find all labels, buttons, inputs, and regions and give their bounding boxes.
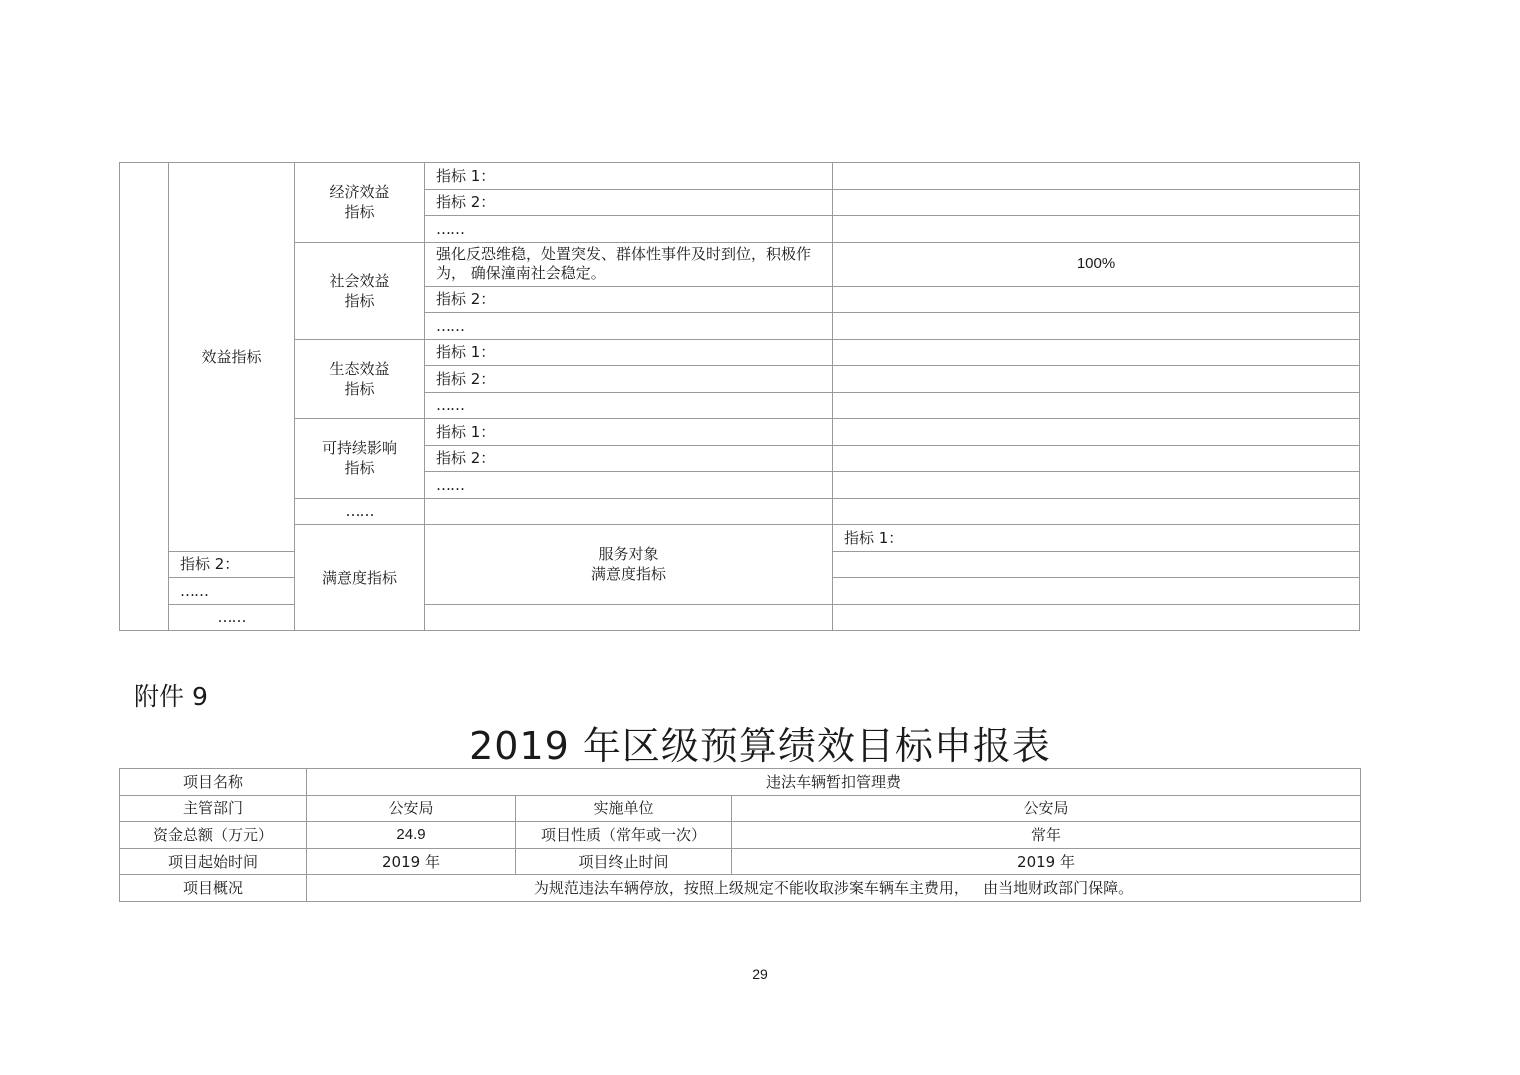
ecological-indicator-1: 指标 1：: [425, 339, 833, 366]
ecological-indicator-2: 指标 2：: [425, 366, 833, 393]
impl-unit-value: 公安局: [732, 795, 1361, 822]
satisfaction-indicator-1: 指标 1：: [833, 525, 1360, 552]
satisfaction-subcategory-more: ……: [169, 604, 295, 631]
value-cell: [833, 551, 1360, 578]
social-indicator-1-value: 100%: [833, 242, 1360, 286]
economic-benefit-label: 经济效益 指标: [295, 163, 425, 243]
value-cell: [833, 419, 1360, 446]
social-benefit-label: 社会效益 指标: [295, 242, 425, 339]
dept-label: 主管部门: [120, 795, 307, 822]
service-satisfaction-label: 服务对象 满意度指标: [425, 525, 833, 605]
value-cell: [833, 604, 1360, 631]
satisfaction-indicator-2: 指标 2：: [169, 551, 295, 578]
value-cell: [833, 313, 1360, 340]
value-cell: [425, 498, 833, 525]
benefit-subcategory-more: ……: [295, 498, 425, 525]
satisfaction-indicator-more: ……: [169, 578, 295, 605]
end-time-value: 2019 年: [732, 848, 1361, 875]
end-time-label: 项目终止时间: [516, 848, 732, 875]
value-cell: [833, 216, 1360, 243]
sustainable-impact-label: 可持续影响 指标: [295, 419, 425, 499]
start-time-label: 项目起始时间: [120, 848, 307, 875]
benefit-indicator-table: [119, 162, 1360, 631]
ecological-benefit-label: 生态效益 指标: [295, 339, 425, 419]
sustainable-indicator-more: ……: [425, 472, 833, 499]
sustainable-indicator-1: 指标 1：: [425, 419, 833, 446]
nature-value: 常年: [732, 822, 1361, 849]
economic-indicator-1: 指标 1：: [425, 163, 833, 190]
attachment-label: 附件 9: [134, 682, 208, 711]
social-indicator-more: ……: [425, 313, 833, 340]
first-level-indicator-cell: [120, 163, 169, 631]
social-indicator-2: 指标 2：: [425, 286, 833, 313]
page-number: 29: [752, 966, 768, 982]
value-cell: [833, 392, 1360, 419]
value-cell: [833, 286, 1360, 313]
value-cell: [833, 366, 1360, 393]
ecological-indicator-more: ……: [425, 392, 833, 419]
satisfaction-category-label: 满意度指标: [295, 525, 425, 631]
overview-label: 项目概况: [120, 875, 307, 902]
value-cell: [833, 163, 1360, 190]
value-cell: [833, 339, 1360, 366]
start-time-value: 2019 年: [307, 848, 516, 875]
nature-label: 项目性质（常年或一次）: [516, 822, 732, 849]
economic-indicator-2: 指标 2：: [425, 189, 833, 216]
value-cell: [833, 498, 1360, 525]
impl-unit-label: 实施单位: [516, 795, 732, 822]
benefit-category-label: 效益指标: [169, 163, 295, 552]
value-cell: [833, 189, 1360, 216]
social-indicator-1: 强化反恐维稳，处置突发、群体性事件及时到位，积极作为， 确保潼南社会稳定。: [425, 242, 833, 286]
sustainable-indicator-2: 指标 2：: [425, 445, 833, 472]
dept-value: 公安局: [307, 795, 516, 822]
page-title: 2019 年区级预算绩效目标申报表: [469, 724, 1051, 768]
value-cell: [833, 445, 1360, 472]
value-cell: [833, 472, 1360, 499]
total-funds-label: 资金总额（万元）: [120, 822, 307, 849]
project-name-value: 违法车辆暂扣管理费: [307, 769, 1361, 796]
economic-indicator-more: ……: [425, 216, 833, 243]
project-name-label: 项目名称: [120, 769, 307, 796]
project-info-table: [119, 768, 1361, 902]
total-funds-value: 24.9: [307, 822, 516, 849]
value-cell: [833, 578, 1360, 605]
value-cell: [425, 604, 833, 631]
overview-value: 为规范违法车辆停放，按照上级规定不能收取涉案车辆车主费用， 由当地财政部门保障。: [307, 875, 1361, 902]
